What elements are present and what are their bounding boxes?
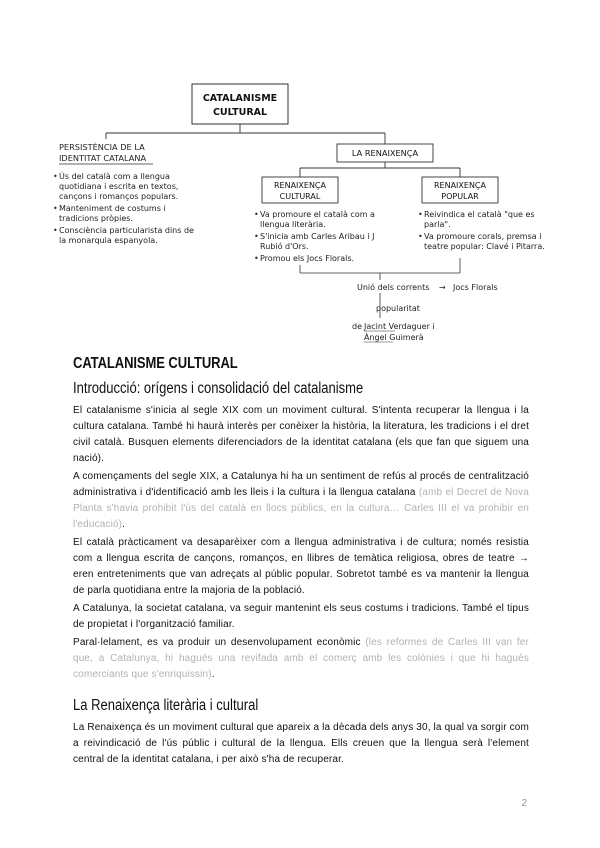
persistencia-title-line2: IDENTITAT CATALANA bbox=[59, 153, 147, 163]
renaixenca-popular-line1: RENAIXENÇA bbox=[433, 181, 487, 190]
top-connectors bbox=[106, 124, 385, 144]
persistencia-title-line1: PERSISTÈNCIA DE LA bbox=[59, 142, 145, 152]
cultural-item-1-line2: llengua literària. bbox=[260, 220, 326, 229]
bullet: • bbox=[418, 232, 423, 241]
persistencia-list bbox=[53, 170, 194, 245]
popularitat-text: popularitat bbox=[376, 304, 420, 313]
bullet: • bbox=[53, 172, 58, 181]
renaixenca-connectors bbox=[300, 162, 460, 177]
renaixenca-popular-list bbox=[418, 210, 545, 251]
paragraph-end: . bbox=[211, 669, 215, 680]
section-heading-introduccio: Introducció: orígens i consolidació del catalanisme bbox=[73, 380, 364, 397]
persistencia-item-3-line1: Consciència particularista dins de bbox=[59, 226, 194, 235]
paragraph-text: A començaments del segle XIX, a Catalunya hi ha un sentiment de refús al procés de centralització administrativa i d'identificació amb les lleis i la cultura i la llengua catalana bbox=[73, 471, 529, 498]
persistencia-item-3-line2: la monarquia espanyola. bbox=[59, 236, 158, 245]
persistencia-item-1-line2: quotidiana i escrita en textos, bbox=[59, 182, 179, 191]
unio-arrow: → bbox=[439, 283, 446, 292]
bullet: • bbox=[254, 210, 259, 219]
popular-item-1-line1: Reivindica el català "que es bbox=[424, 210, 535, 219]
catalanisme-box-line1: CATALANISME bbox=[202, 93, 278, 104]
paragraph-text: Paral·lelament, es va produir un desenvolupament econòmic bbox=[73, 637, 361, 648]
renaixenca-cultural-line1: RENAIXENÇA bbox=[273, 181, 327, 190]
persistencia-item-2-line1: Manteniment de costums i bbox=[59, 204, 166, 213]
persistencia-item-2-line2: tradicions pròpies. bbox=[59, 214, 133, 223]
renaixenca-cultural-line2: CULTURAL bbox=[279, 192, 321, 201]
renaixenca-cultural-list bbox=[254, 210, 375, 263]
persistencia-item-1-line3: cançons i romanços populars. bbox=[59, 192, 179, 201]
paragraph: A Catalunya, la societat catalana, va seguir mantenint els seus costums i tradicions. També el tipus de propietat i l'organització familiar. bbox=[73, 603, 529, 630]
catalanisme-box bbox=[192, 84, 288, 124]
bullet: • bbox=[254, 232, 259, 241]
cultural-item-2-line1: S'inicia amb Carles Aribau i J bbox=[260, 232, 375, 241]
cultural-item-1-line1: Va promoure el català com a bbox=[260, 210, 375, 219]
page-number: 2 bbox=[521, 798, 527, 809]
cultural-item-3-line1: Promou els Jocs Florals. bbox=[260, 254, 355, 263]
paragraph bbox=[73, 469, 529, 533]
popular-item-2-line1: Va promoure corals, premsa i bbox=[424, 232, 542, 241]
renaixenca-popular-line2: POPULAR bbox=[441, 192, 479, 201]
catalanisme-box-line2: CULTURAL bbox=[212, 107, 268, 118]
paragraph: El català pràcticament va desaparèixer com a llengua administrativa i de cultura; només resistia com a llengua escrita de cançons, romanços, en llibres de temàtica religiosa, obres de teatre → eren entreteniments que van adreçats al públic popular. Sobretot també es va mantenir la llengua de parla quotidiana entre la majoria de la població. bbox=[73, 537, 529, 596]
author-line1: Jacint Verdaguer i bbox=[364, 322, 435, 331]
persistencia-item-1-line1: Ús del català com a llengua bbox=[59, 172, 170, 181]
paragraph: El catalanisme s'inicia al segle XIX com un moviment cultural. S'intenta recuperar la llengua i la cultura catalana. També hi haurà interès per conèixer la història, la literatura, les tradicions i el dret civil català. Busquen elements diferenciadors de la identitat catalana (els que fan que siguem una nació). bbox=[73, 405, 529, 464]
bullet: • bbox=[53, 204, 58, 213]
bullet: • bbox=[254, 254, 259, 263]
popular-item-1-line2: parla". bbox=[424, 220, 451, 229]
unio-text: Unió dels corrents bbox=[357, 283, 430, 292]
document-body bbox=[73, 355, 529, 770]
paragraph-end: . bbox=[122, 519, 126, 530]
author-line2: Àngel Guimerà bbox=[364, 333, 424, 342]
bullet: • bbox=[53, 226, 58, 235]
page-title: CATALANISME CULTURAL bbox=[73, 355, 238, 372]
paragraph-note: (les reformes de Carles III van fer que, a Catalunya, hi hagués una revifada amb el comerç amb les colònies i que hi hagués comerciants que s'enriquissin) bbox=[73, 637, 529, 680]
de-text: de bbox=[352, 322, 362, 331]
paragraph-note: (amb el Decret de Nova Planta s'havia prohibit l'ús del català en llocs públics, en la cultura… Carles III el va prohibir en l'educació) bbox=[73, 487, 530, 530]
renaixenca-box-label: LA RENAIXENÇA bbox=[351, 148, 419, 158]
jocs-florals-text: Jocs Florals bbox=[453, 283, 498, 292]
popular-item-2-line2: teatre popular: Clavé i Pitarra. bbox=[424, 242, 545, 251]
cultural-item-2-line2: Rubió d'Ors. bbox=[260, 242, 309, 251]
section-heading-renaixenca: La Renaixença literària i cultural bbox=[73, 697, 259, 714]
paragraph: La Renaixença és un moviment cultural que apareix a la dècada dels anys 30, la qual va sorgir com a reivindicació de l'ús públic i cultural de la llengua. Ells creuen que la llengua serà l'element central de la identitat catalana, i per això s'ha de recuperar. bbox=[73, 722, 529, 765]
paragraph bbox=[73, 635, 529, 683]
concept-map bbox=[0, 0, 600, 350]
bullet: • bbox=[418, 210, 423, 219]
